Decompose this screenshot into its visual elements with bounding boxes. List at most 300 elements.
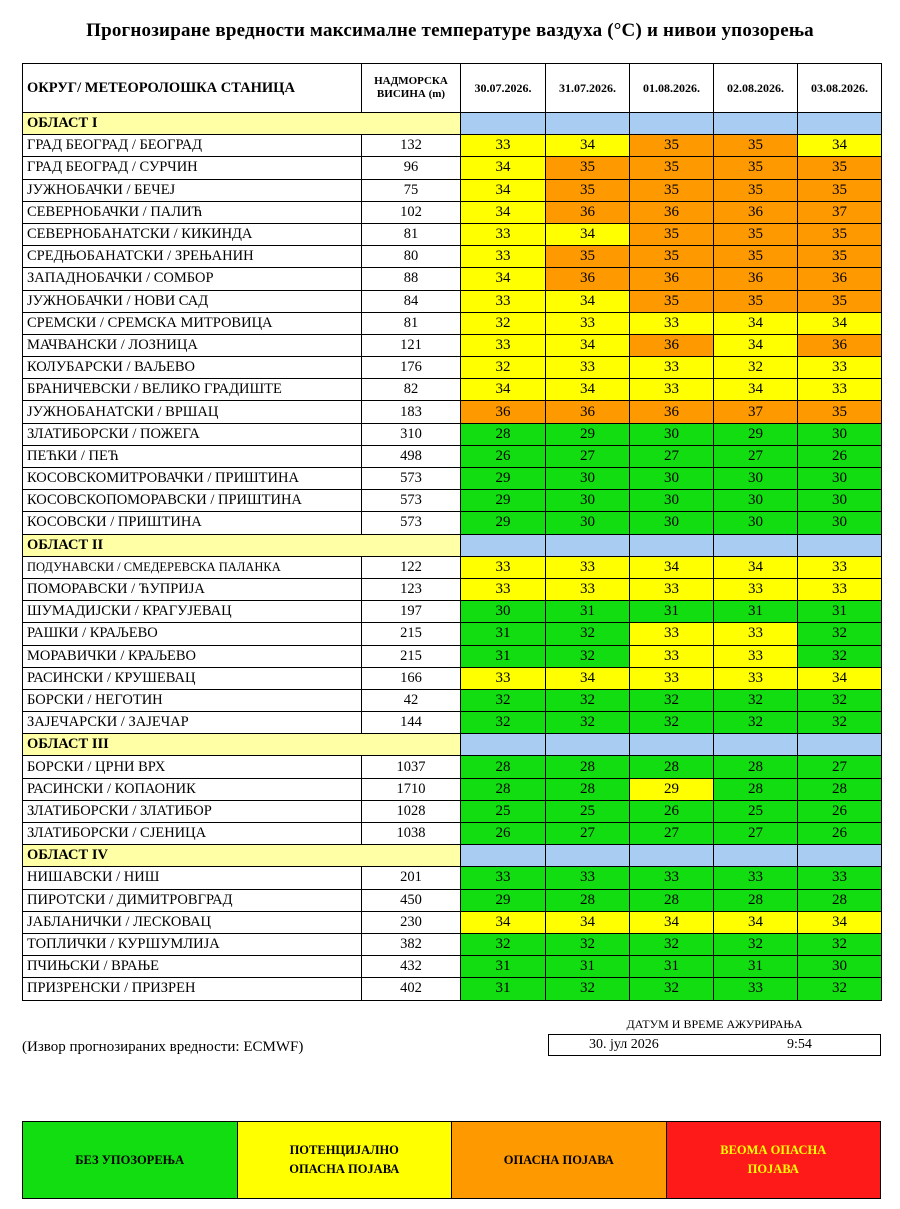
station-name: ПОДУНАВСКИ / СМЕДЕРЕВСКА ПАЛАНКА — [23, 556, 362, 578]
station-altitude: 96 — [362, 157, 461, 179]
temperature-cell: 34 — [461, 179, 546, 201]
region-band-cell — [630, 845, 714, 867]
region-band-cell — [546, 113, 630, 135]
table-row — [23, 556, 882, 578]
date-column-header: 01.08.2026. — [630, 64, 714, 113]
legend-very-dangerous — [666, 1122, 881, 1199]
temperature-cell: 36 — [546, 401, 630, 423]
temperature-cell: 33 — [546, 556, 630, 578]
temperature-cell: 36 — [546, 268, 630, 290]
table-row — [23, 246, 882, 268]
temperature-cell: 36 — [630, 268, 714, 290]
temperature-cell: 30 — [630, 423, 714, 445]
station-altitude: 215 — [362, 623, 461, 645]
temperature-cell: 34 — [546, 379, 630, 401]
temperature-cell: 34 — [714, 911, 798, 933]
temperature-cell: 33 — [630, 578, 714, 600]
table-row — [23, 933, 882, 955]
table-row — [23, 978, 882, 1000]
table-row — [23, 823, 882, 845]
region-row — [23, 734, 882, 756]
temperature-cell: 31 — [714, 601, 798, 623]
temperature-cell: 34 — [461, 201, 546, 223]
region-band-cell — [714, 845, 798, 867]
table-row — [23, 490, 882, 512]
temperature-cell: 28 — [714, 889, 798, 911]
station-altitude: 573 — [362, 512, 461, 534]
station-name: КОСОВСКОМИТРОВАЧКИ / ПРИШТИНА — [23, 468, 362, 490]
table-row — [23, 223, 882, 245]
temperature-cell: 35 — [798, 223, 882, 245]
station-name: БРАНИЧЕВСКИ / ВЕЛИКО ГРАДИШТЕ — [23, 379, 362, 401]
temperature-cell: 33 — [630, 312, 714, 334]
temperature-cell: 35 — [630, 223, 714, 245]
region-band-cell — [461, 734, 546, 756]
temperature-cell: 28 — [546, 756, 630, 778]
region-band-cell — [798, 113, 882, 135]
station-name: ЈАБЛАНИЧКИ / ЛЕСКОВАЦ — [23, 911, 362, 933]
temperature-cell: 33 — [630, 667, 714, 689]
temperature-cell: 31 — [798, 601, 882, 623]
temperature-cell: 35 — [798, 290, 882, 312]
temperature-cell: 33 — [630, 379, 714, 401]
station-name: ПИРОТСКИ / ДИМИТРОВГРАД — [23, 889, 362, 911]
temperature-cell: 33 — [630, 357, 714, 379]
temperature-cell: 33 — [461, 578, 546, 600]
temperature-cell: 32 — [714, 712, 798, 734]
station-altitude: 310 — [362, 423, 461, 445]
temperature-cell: 29 — [546, 423, 630, 445]
region-name: ОБЛАСТ II — [23, 534, 461, 556]
temperature-cell: 37 — [714, 401, 798, 423]
table-row — [23, 800, 882, 822]
station-altitude: 144 — [362, 712, 461, 734]
table-row — [23, 135, 882, 157]
station-name: ЈУЖНОБАЧКИ / БЕЧЕЈ — [23, 179, 362, 201]
legend-potentially-dangerous — [237, 1122, 452, 1199]
station-altitude: 382 — [362, 933, 461, 955]
region-band-cell — [798, 734, 882, 756]
temperature-cell: 29 — [714, 423, 798, 445]
temperature-cell: 34 — [714, 379, 798, 401]
temperature-cell: 29 — [461, 512, 546, 534]
station-altitude: 498 — [362, 445, 461, 467]
table-row — [23, 334, 882, 356]
warning-legend — [22, 1121, 881, 1199]
temperature-cell: 36 — [630, 201, 714, 223]
temperature-cell: 25 — [546, 800, 630, 822]
temperature-cell: 37 — [798, 201, 882, 223]
region-band-cell — [714, 534, 798, 556]
temperature-cell: 33 — [546, 867, 630, 889]
region-band-cell — [798, 534, 882, 556]
table-row — [23, 512, 882, 534]
station-name: ПОМОРАВСКИ / ЋУПРИЈА — [23, 578, 362, 600]
temperature-cell: 35 — [714, 157, 798, 179]
station-name: БОРСКИ / ЦРНИ ВРХ — [23, 756, 362, 778]
temperature-cell: 30 — [461, 601, 546, 623]
legend-dangerous — [452, 1122, 667, 1199]
temperature-cell: 33 — [714, 578, 798, 600]
temperature-cell: 33 — [714, 645, 798, 667]
temperature-cell: 26 — [630, 800, 714, 822]
temperature-cell: 32 — [798, 712, 882, 734]
temperature-cell: 35 — [630, 179, 714, 201]
temperature-cell: 29 — [461, 889, 546, 911]
temperature-cell: 27 — [714, 823, 798, 845]
temperature-cell: 28 — [546, 889, 630, 911]
station-altitude: 81 — [362, 223, 461, 245]
temperature-cell: 34 — [630, 556, 714, 578]
temperature-cell: 33 — [714, 623, 798, 645]
temperature-cell: 26 — [798, 823, 882, 845]
temperature-cell: 36 — [630, 401, 714, 423]
temperature-cell: 30 — [798, 512, 882, 534]
altitude-header-line2: ВИСИНА (m) — [376, 88, 446, 100]
temperature-cell: 32 — [546, 689, 630, 711]
temperature-cell: 30 — [714, 468, 798, 490]
table-row — [23, 357, 882, 379]
station-name: НИШАВСКИ / НИШ — [23, 867, 362, 889]
update-box — [548, 1034, 881, 1056]
temperature-cell: 33 — [546, 312, 630, 334]
temperature-cell: 35 — [714, 223, 798, 245]
temperature-cell: 31 — [546, 601, 630, 623]
table-row — [23, 423, 882, 445]
station-altitude: 176 — [362, 357, 461, 379]
temperature-cell: 35 — [798, 179, 882, 201]
region-row — [23, 113, 882, 135]
temperature-cell: 32 — [630, 933, 714, 955]
temperature-cell: 27 — [630, 445, 714, 467]
temperature-cell: 34 — [714, 312, 798, 334]
temperature-cell: 34 — [461, 157, 546, 179]
station-altitude: 450 — [362, 889, 461, 911]
table-row — [23, 889, 882, 911]
station-altitude: 88 — [362, 268, 461, 290]
date-column-header: 31.07.2026. — [546, 64, 630, 113]
temperature-cell: 34 — [546, 911, 630, 933]
temperature-cell: 33 — [798, 578, 882, 600]
temperature-cell: 31 — [461, 645, 546, 667]
temperature-cell: 26 — [461, 445, 546, 467]
station-name: ГРАД БЕОГРАД / СУРЧИН — [23, 157, 362, 179]
station-name: СЕВЕРНОБАЧКИ / ПАЛИЋ — [23, 201, 362, 223]
temperature-cell: 34 — [546, 334, 630, 356]
table-row — [23, 867, 882, 889]
temperature-cell: 34 — [714, 556, 798, 578]
station-name: БОРСКИ / НЕГОТИН — [23, 689, 362, 711]
station-altitude: 573 — [362, 468, 461, 490]
station-name: ШУМАДИЈСКИ / КРАГУЈЕВАЦ — [23, 601, 362, 623]
station-name: РАСИНСКИ / КРУШЕВАЦ — [23, 667, 362, 689]
station-name: ЗЛАТИБОРСКИ / ЗЛАТИБОР — [23, 800, 362, 822]
temperature-cell: 33 — [798, 556, 882, 578]
region-band-cell — [630, 113, 714, 135]
region-band-cell — [461, 845, 546, 867]
station-altitude: 197 — [362, 601, 461, 623]
station-altitude: 166 — [362, 667, 461, 689]
altitude-header-line1: НАДМОРСКА — [374, 75, 448, 87]
temperature-cell: 35 — [630, 157, 714, 179]
temperature-cell: 33 — [461, 556, 546, 578]
station-altitude: 42 — [362, 689, 461, 711]
station-altitude: 81 — [362, 312, 461, 334]
temperature-cell: 32 — [546, 645, 630, 667]
table-row — [23, 179, 882, 201]
temperature-cell: 34 — [714, 334, 798, 356]
forecast-table — [22, 63, 882, 1001]
temperature-cell: 35 — [546, 157, 630, 179]
temperature-cell: 33 — [461, 223, 546, 245]
station-altitude: 1038 — [362, 823, 461, 845]
temperature-cell: 29 — [461, 468, 546, 490]
station-altitude: 402 — [362, 978, 461, 1000]
temperature-cell: 33 — [461, 667, 546, 689]
legend-yellow-line2: ОПАСНА ПОЈАВА — [289, 1162, 400, 1176]
temperature-cell: 34 — [798, 667, 882, 689]
station-altitude: 432 — [362, 956, 461, 978]
temperature-cell: 34 — [798, 911, 882, 933]
temperature-cell: 31 — [630, 601, 714, 623]
temperature-cell: 31 — [461, 623, 546, 645]
temperature-cell: 28 — [714, 756, 798, 778]
temperature-cell: 34 — [546, 135, 630, 157]
station-altitude: 201 — [362, 867, 461, 889]
temperature-cell: 35 — [714, 246, 798, 268]
temperature-cell: 34 — [546, 290, 630, 312]
region-name: ОБЛАСТ I — [23, 113, 461, 135]
station-name: ЈУЖНОБАЧКИ / НОВИ САД — [23, 290, 362, 312]
station-altitude: 230 — [362, 911, 461, 933]
station-name: ПЧИЊСКИ / ВРАЊЕ — [23, 956, 362, 978]
temperature-cell: 33 — [461, 867, 546, 889]
table-row — [23, 468, 882, 490]
station-altitude: 102 — [362, 201, 461, 223]
temperature-cell: 31 — [714, 956, 798, 978]
table-row — [23, 157, 882, 179]
temperature-cell: 32 — [798, 645, 882, 667]
table-row — [23, 578, 882, 600]
header-row — [23, 64, 882, 113]
temperature-cell: 30 — [798, 956, 882, 978]
station-name: КОСОВСКИ / ПРИШТИНА — [23, 512, 362, 534]
temperature-cell: 32 — [798, 978, 882, 1000]
temperature-cell: 36 — [546, 201, 630, 223]
temperature-cell: 32 — [461, 312, 546, 334]
temperature-cell: 34 — [461, 268, 546, 290]
region-name: ОБЛАСТ IV — [23, 845, 461, 867]
legend-red-line2: ПОЈАВА — [747, 1162, 799, 1176]
source-note: (Извор прогнозираних вредности: ECMWF) — [22, 1039, 304, 1055]
station-altitude: 84 — [362, 290, 461, 312]
station-name: ЈУЖНОБАНАТСКИ / ВРШАЦ — [23, 401, 362, 423]
table-row — [23, 201, 882, 223]
temperature-cell: 28 — [798, 889, 882, 911]
station-altitude: 1710 — [362, 778, 461, 800]
temperature-cell: 32 — [546, 712, 630, 734]
date-column-header: 03.08.2026. — [798, 64, 882, 113]
station-name: ТОПЛИЧКИ / КУРШУМЛИЈА — [23, 933, 362, 955]
region-band-cell — [461, 534, 546, 556]
temperature-cell: 33 — [630, 645, 714, 667]
altitude-column-header — [362, 64, 461, 113]
temperature-cell: 34 — [630, 911, 714, 933]
table-row — [23, 712, 882, 734]
temperature-cell: 27 — [546, 823, 630, 845]
station-name: ЗАПАДНОБАЧКИ / СОМБОР — [23, 268, 362, 290]
temperature-cell: 25 — [461, 800, 546, 822]
temperature-cell: 33 — [461, 246, 546, 268]
temperature-cell: 27 — [714, 445, 798, 467]
temperature-cell: 34 — [461, 379, 546, 401]
table-row — [23, 601, 882, 623]
region-band-cell — [546, 734, 630, 756]
station-name: СЕВЕРНОБАНАТСКИ / КИКИНДА — [23, 223, 362, 245]
temperature-cell: 28 — [461, 423, 546, 445]
station-altitude: 215 — [362, 645, 461, 667]
table-row — [23, 379, 882, 401]
table-row — [23, 778, 882, 800]
temperature-cell: 32 — [798, 933, 882, 955]
temperature-cell: 28 — [546, 778, 630, 800]
station-altitude: 183 — [362, 401, 461, 423]
temperature-cell: 33 — [461, 290, 546, 312]
station-altitude: 80 — [362, 246, 461, 268]
temperature-cell: 26 — [798, 445, 882, 467]
temperature-cell: 30 — [714, 490, 798, 512]
temperature-cell: 35 — [798, 246, 882, 268]
temperature-cell: 34 — [798, 312, 882, 334]
station-altitude: 132 — [362, 135, 461, 157]
temperature-cell: 27 — [546, 445, 630, 467]
temperature-cell: 30 — [798, 468, 882, 490]
station-name: ПРИЗРЕНСКИ / ПРИЗРЕН — [23, 978, 362, 1000]
region-band-cell — [798, 845, 882, 867]
station-name: ПЕЋКИ / ПЕЋ — [23, 445, 362, 467]
temperature-cell: 32 — [546, 933, 630, 955]
region-band-cell — [461, 113, 546, 135]
station-name: ЗАЈЕЧАРСКИ / ЗАЈЕЧАР — [23, 712, 362, 734]
temperature-cell: 34 — [546, 667, 630, 689]
legend-no-warning-label: БЕЗ УПОЗОРЕЊА — [75, 1152, 185, 1167]
legend-no-warning — [23, 1122, 238, 1199]
temperature-cell: 33 — [546, 357, 630, 379]
station-altitude: 1028 — [362, 800, 461, 822]
region-row — [23, 534, 882, 556]
table-row — [23, 445, 882, 467]
temperature-cell: 31 — [461, 956, 546, 978]
region-row — [23, 845, 882, 867]
update-label: ДАТУМ И ВРЕМЕ АЖУРИРАЊА — [626, 1017, 803, 1031]
temperature-cell: 27 — [630, 823, 714, 845]
temperature-cell: 35 — [546, 179, 630, 201]
temperature-cell: 28 — [630, 756, 714, 778]
temperature-cell: 36 — [714, 268, 798, 290]
temperature-cell: 32 — [714, 689, 798, 711]
date-column-header: 02.08.2026. — [714, 64, 798, 113]
temperature-cell: 36 — [798, 268, 882, 290]
temperature-cell: 35 — [714, 290, 798, 312]
temperature-cell: 31 — [546, 956, 630, 978]
region-band-cell — [630, 734, 714, 756]
temperature-cell: 26 — [461, 823, 546, 845]
temperature-cell: 32 — [461, 357, 546, 379]
station-name: СРЕДЊОБАНАТСКИ / ЗРЕЊАНИН — [23, 246, 362, 268]
station-name: ЗЛАТИБОРСКИ / ПОЖЕГА — [23, 423, 362, 445]
temperature-cell: 32 — [546, 978, 630, 1000]
temperature-cell: 28 — [461, 756, 546, 778]
station-name: ЗЛАТИБОРСКИ / СЈЕНИЦА — [23, 823, 362, 845]
station-altitude: 75 — [362, 179, 461, 201]
temperature-cell: 35 — [798, 157, 882, 179]
temperature-cell: 32 — [461, 933, 546, 955]
station-name: МОРАВИЧКИ / КРАЉЕВО — [23, 645, 362, 667]
temperature-cell: 30 — [546, 468, 630, 490]
update-time: 9:54 — [787, 1037, 812, 1052]
legend-orange-label: ОПАСНА ПОЈАВА — [503, 1152, 614, 1167]
table-body — [23, 113, 882, 1001]
temperature-cell: 32 — [461, 689, 546, 711]
station-name: ГРАД БЕОГРАД / БЕОГРАД — [23, 135, 362, 157]
station-name: РАШКИ / КРАЉЕВО — [23, 623, 362, 645]
temperature-cell: 29 — [630, 778, 714, 800]
temperature-cell: 28 — [461, 778, 546, 800]
temperature-cell: 30 — [798, 490, 882, 512]
temperature-cell: 33 — [714, 867, 798, 889]
table-row — [23, 667, 882, 689]
temperature-cell: 27 — [798, 756, 882, 778]
temperature-cell: 29 — [461, 490, 546, 512]
temperature-cell: 30 — [798, 423, 882, 445]
station-name: МАЧВАНСКИ / ЛОЗНИЦА — [23, 334, 362, 356]
table-row — [23, 268, 882, 290]
temperature-cell: 34 — [461, 911, 546, 933]
station-altitude: 123 — [362, 578, 461, 600]
temperature-cell: 31 — [630, 956, 714, 978]
temperature-cell: 33 — [714, 978, 798, 1000]
date-column-header: 30.07.2026. — [461, 64, 546, 113]
temperature-cell: 33 — [630, 867, 714, 889]
temperature-cell: 34 — [798, 135, 882, 157]
region-band-cell — [714, 734, 798, 756]
update-date: 30. јул 2026 — [589, 1037, 659, 1052]
table-row — [23, 401, 882, 423]
station-altitude: 573 — [362, 490, 461, 512]
station-altitude: 122 — [362, 556, 461, 578]
temperature-cell: 33 — [798, 867, 882, 889]
temperature-cell: 32 — [461, 712, 546, 734]
table-row — [23, 756, 882, 778]
temperature-cell: 32 — [798, 689, 882, 711]
region-band-cell — [630, 534, 714, 556]
temperature-cell: 30 — [630, 512, 714, 534]
region-name: ОБЛАСТ III — [23, 734, 461, 756]
page-title: Прогнозиране вредности максималне температуре ваздуха (°C) и нивои упозорења — [86, 20, 814, 41]
temperature-cell: 33 — [630, 623, 714, 645]
table-row — [23, 290, 882, 312]
temperature-cell: 35 — [798, 401, 882, 423]
station-altitude: 121 — [362, 334, 461, 356]
temperature-cell: 30 — [546, 490, 630, 512]
table-row — [23, 911, 882, 933]
table-row — [23, 956, 882, 978]
region-band-cell — [546, 845, 630, 867]
temperature-cell: 35 — [630, 246, 714, 268]
temperature-cell: 33 — [546, 578, 630, 600]
temperature-cell: 32 — [714, 933, 798, 955]
temperature-cell: 33 — [461, 334, 546, 356]
